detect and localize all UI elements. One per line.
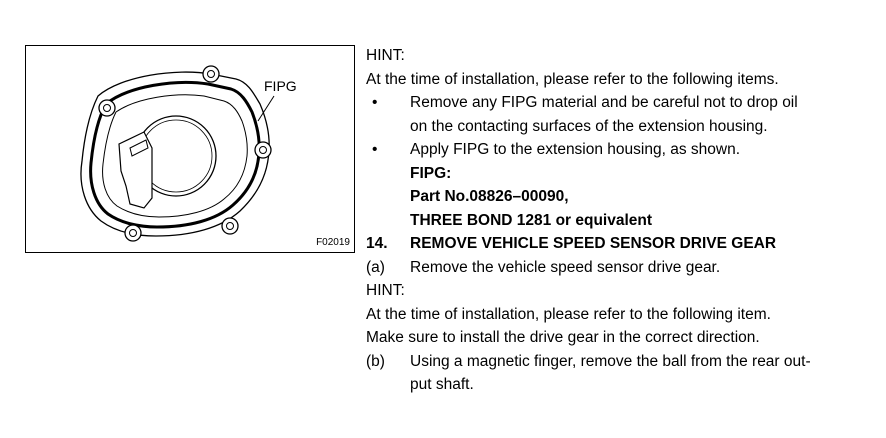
instruction-text bbox=[366, 44, 866, 397]
step-number: 14. bbox=[366, 235, 388, 252]
figure-code: F02019 bbox=[316, 237, 350, 248]
step-heading bbox=[366, 232, 866, 256]
list-item bbox=[366, 138, 866, 162]
fipg-callout-label: FIPG bbox=[264, 78, 297, 94]
step-title: REMOVE VEHICLE SPEED SENSOR DRIVE GEAR bbox=[410, 235, 777, 252]
sub-step-text: Using a magnetic finger, remove the ball from the rear out- bbox=[410, 352, 811, 370]
bullet-text: Apply FIPG to the extension housing, as shown. bbox=[410, 141, 740, 158]
illustration-frame bbox=[25, 45, 355, 253]
bullet-icon: • bbox=[372, 141, 378, 158]
part-number: Part No.08826–00090, bbox=[410, 188, 569, 205]
bullet-icon: • bbox=[372, 94, 378, 111]
installation-note: At the time of installation, please refer to the following items. bbox=[366, 70, 779, 88]
direction-note: Make sure to install the drive gear in the correct direction. bbox=[366, 329, 760, 346]
sub-step-mark: (b) bbox=[366, 352, 385, 370]
sub-step-text: Remove the vehicle speed sensor drive gear. bbox=[410, 258, 721, 276]
hint-heading: HINT: bbox=[366, 282, 405, 299]
sealant-equivalent: THREE BOND 1281 or equivalent bbox=[410, 211, 653, 229]
installation-note: At the time of installation, please refer to the following item. bbox=[366, 305, 771, 323]
sub-step-b bbox=[366, 350, 866, 374]
extension-housing-drawing bbox=[26, 46, 356, 254]
bullet-text: Remove any FIPG material and be careful not to drop oil bbox=[410, 94, 798, 111]
list-item bbox=[366, 91, 866, 115]
bullet-text-continued: on the contacting surfaces of the extension housing. bbox=[410, 117, 768, 135]
sub-step-a bbox=[366, 256, 866, 280]
hint-heading: HINT: bbox=[366, 47, 405, 64]
sub-step-mark: (a) bbox=[366, 258, 385, 276]
sub-step-text-continued: put shaft. bbox=[410, 376, 474, 393]
fipg-title: FIPG: bbox=[410, 164, 452, 182]
